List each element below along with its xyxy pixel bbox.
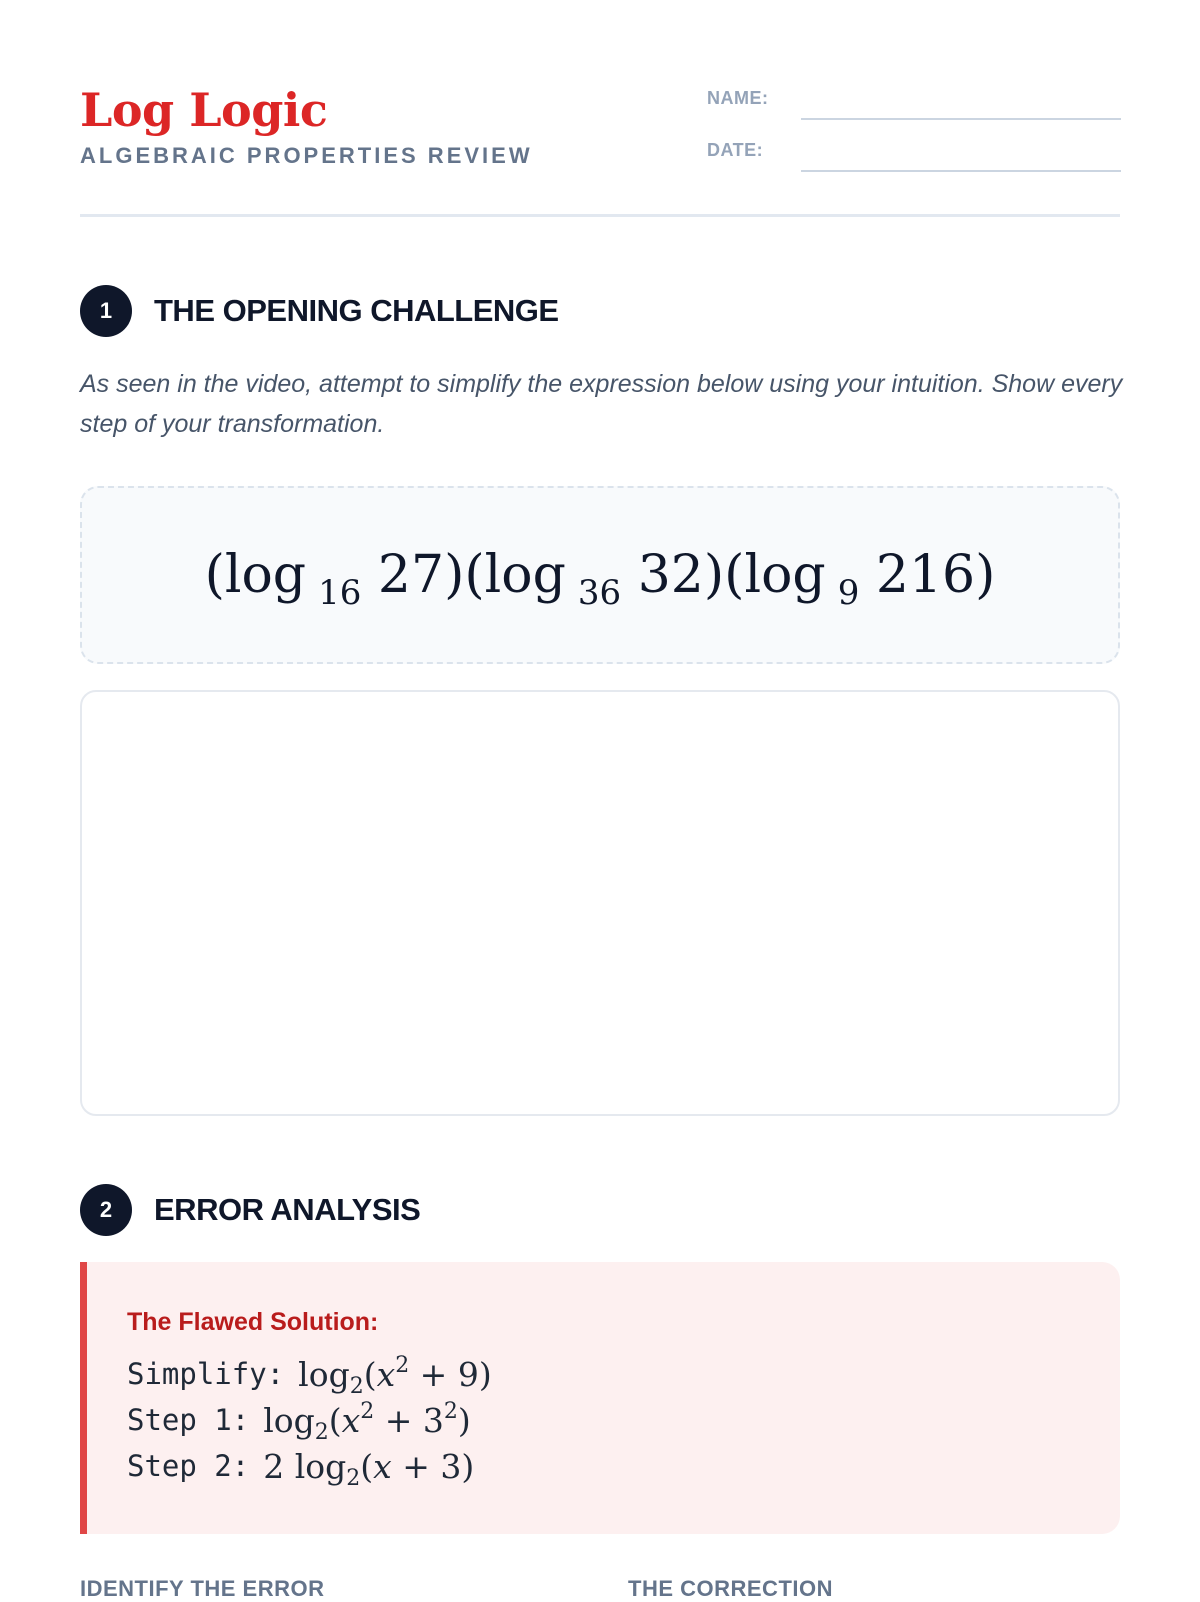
- step-label: Step 1:: [127, 1403, 250, 1437]
- name-label: NAME:: [707, 88, 769, 108]
- instructions-text: As seen in the video, attempt to simplify the expression below using your intuition. Show every step of your transformation.: [80, 370, 1123, 438]
- header-divider: [80, 214, 1120, 217]
- step-math: $\log_2(x^2 + 3^2)$: [263, 1398, 471, 1445]
- step-label: Simplify:: [127, 1357, 285, 1391]
- flawed-solution-title: The Flawed Solution:: [127, 1308, 379, 1336]
- expression-box: [80, 486, 1120, 664]
- step-math: $\log_2(x^2 + 9)$: [298, 1352, 492, 1399]
- solution-step: [127, 1351, 1120, 1397]
- date-label: DATE:: [707, 140, 764, 160]
- name-field[interactable]: [801, 118, 1121, 120]
- section-2-heading: [80, 1183, 420, 1237]
- expression-term: (log $_9$ 216): [724, 545, 996, 613]
- date-field[interactable]: [801, 170, 1121, 172]
- expression-term: (log $_{16}$ 27): [204, 545, 465, 613]
- section-title: THE OPENING CHALLENGE: [154, 293, 559, 328]
- worksheet-subtitle: ALGEBRAIC PROPERTIES REVIEW: [80, 143, 533, 168]
- identify-error-label: IDENTIFY THE ERROR: [80, 1576, 325, 1601]
- correction-label: THE CORRECTION: [628, 1576, 833, 1601]
- step-math: 2 $\log_2(x + 3)$: [263, 1446, 475, 1491]
- worksheet-page: [80, 0, 1123, 1601]
- solution-step: [127, 1397, 1120, 1443]
- solution-step: [127, 1443, 1120, 1489]
- section-1-heading: [80, 284, 559, 338]
- step-label: Step 2:: [127, 1449, 250, 1483]
- work-area[interactable]: [80, 690, 1120, 1116]
- section-number-badge: 2: [80, 1184, 132, 1236]
- worksheet-title: Log Logic: [80, 83, 328, 137]
- section-title: ERROR ANALYSIS: [154, 1192, 421, 1227]
- expression-term: (log $_{36}$ 32): [464, 545, 725, 613]
- flawed-solution-box: [80, 1262, 1120, 1534]
- section-number-badge: 1: [80, 285, 132, 337]
- log-expression: [204, 545, 996, 613]
